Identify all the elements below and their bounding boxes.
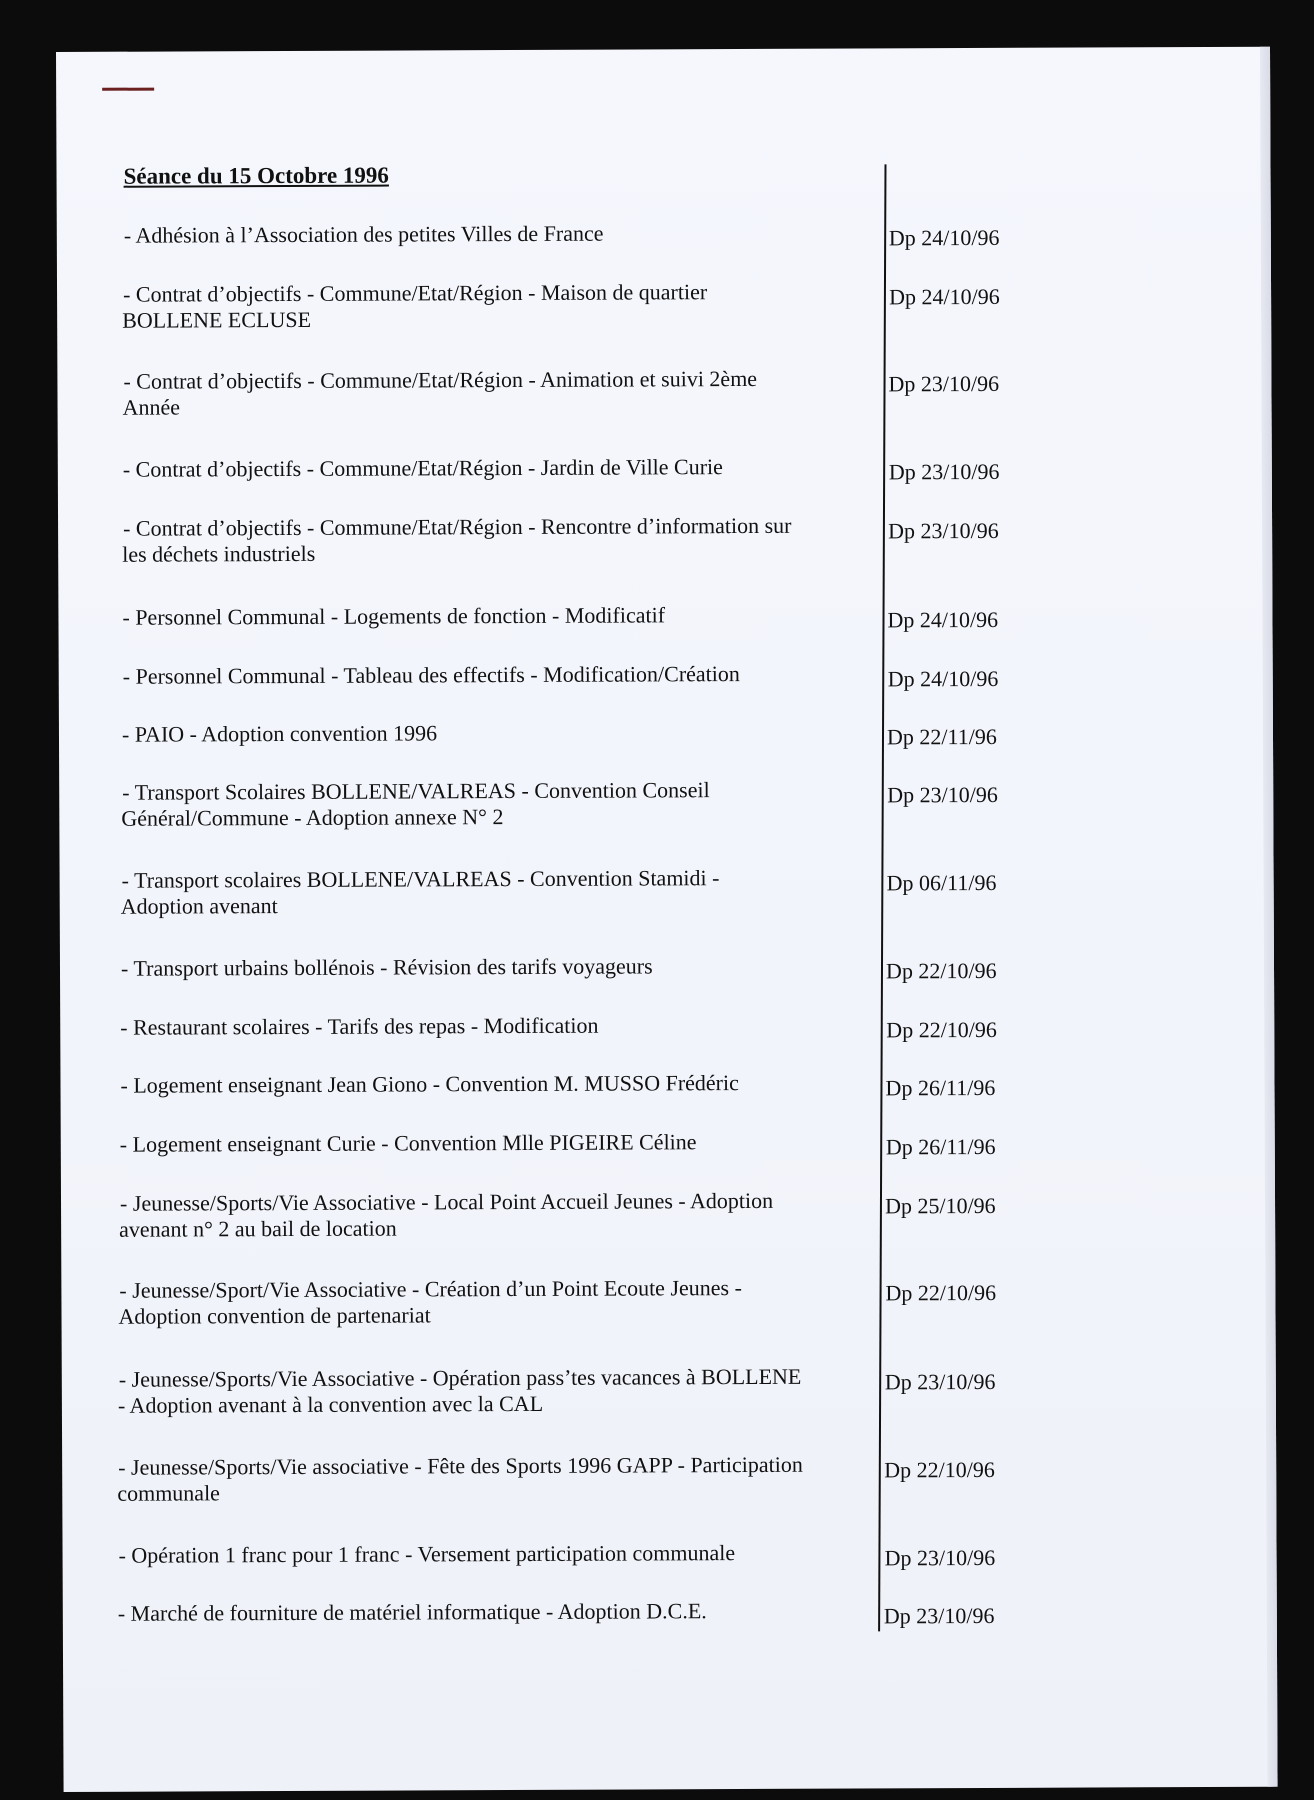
entry-text: - Logement enseignant Jean Giono - Convention M. MUSSO Frédéric: [120, 1070, 739, 1098]
page-title: Séance du 15 Octobre 1996: [123, 162, 389, 189]
list-item: [60, 951, 1274, 984]
entry-date: Dp 24/10/96: [889, 283, 1000, 310]
entry-date: Dp 22/10/96: [885, 957, 997, 984]
list-item: [59, 659, 1273, 692]
entry-date: Dp 24/10/96: [887, 606, 999, 633]
list-item: [62, 1362, 1276, 1418]
list-item: [57, 364, 1271, 420]
entry-date: Dp 23/10/96: [884, 1544, 996, 1571]
entry-date: Dp 25/10/96: [884, 1192, 996, 1219]
entry-text: - Transport Scolaires BOLLENE/VALREAS - Convention Conseil: [122, 777, 710, 805]
entry-text: - Marché de fourniture de matériel informatique - Adoption D.C.E.: [117, 1598, 707, 1626]
list-item: [61, 1186, 1275, 1242]
entry-date: Dp 24/10/96: [887, 665, 999, 692]
list-item: [58, 452, 1272, 485]
entry-date: Dp 22/10/96: [885, 1279, 997, 1306]
entry-text: Adoption convention de partenariat: [118, 1302, 431, 1329]
list-item: [59, 775, 1273, 831]
entry-text: - Jeunesse/Sports/Vie Associative - Opération pass’tes vacances à BOLLENE: [118, 1363, 802, 1392]
entry-date: Dp 22/11/96: [886, 723, 997, 750]
list-item: [58, 511, 1272, 567]
entry-date: Dp 23/10/96: [888, 517, 999, 544]
entry-text: - Contrat d’objectifs - Commune/Etat/Région - Rencontre d’information sur: [123, 512, 792, 541]
entry-text: Adoption avenant: [120, 893, 278, 919]
entry-text: - PAIO - Adoption convention 1996: [121, 720, 438, 747]
column-divider: [878, 164, 886, 1631]
entry-date: Dp 22/10/96: [884, 1456, 995, 1483]
list-item: [57, 277, 1271, 333]
entry-date: Dp 22/10/96: [886, 1016, 997, 1043]
list-item: [60, 1068, 1274, 1101]
entry-date: Dp 23/10/96: [884, 1368, 996, 1395]
list-item: [61, 1127, 1275, 1160]
list-item: [62, 1450, 1276, 1506]
entry-date: Dp 23/10/96: [883, 1602, 995, 1629]
entry-text: - Jeunesse/Sports/Vie Associative - Local Point Accueil Jeunes - Adoption: [119, 1187, 774, 1216]
entry-text: - Adoption avenant à la convention avec la CAL: [117, 1390, 544, 1418]
entry-text: - Transport urbains bollénois - Révision des tarifs voyageurs: [120, 953, 653, 981]
document-page: [56, 47, 1278, 1792]
entry-date: Dp 26/11/96: [885, 1074, 996, 1101]
entry-date: Dp 23/10/96: [888, 458, 1000, 485]
entry-date: Dp 23/10/96: [888, 370, 1000, 397]
entry-text: Année: [122, 394, 181, 420]
entry-text: - Opération 1 franc pour 1 franc - Versement participation communale: [118, 1540, 736, 1568]
entry-text: - Adhésion à l’Association des petites Villes de France: [123, 220, 604, 248]
entry-text: - Jeunesse/Sports/Vie associative - Fête des Sports 1996 GAPP - Participation: [118, 1451, 803, 1480]
paper-edge: [1260, 47, 1278, 1787]
entry-text: - Transport scolaires BOLLENE/VALREAS - Convention Stamidi -: [121, 865, 720, 893]
list-item: [63, 1538, 1277, 1571]
corner-mark: [102, 88, 154, 91]
entry-date: Dp 23/10/96: [887, 781, 998, 808]
list-item: [60, 1010, 1274, 1043]
entry-text: BOLLENE ECLUSE: [122, 306, 312, 333]
entry-date: Dp 26/11/96: [885, 1133, 996, 1160]
entry-text: - Logement enseignant Curie - Convention Mlle PIGEIRE Céline: [119, 1129, 697, 1157]
list-item: [57, 218, 1271, 251]
entry-text: - Personnel Communal - Logements de fonction - Modificatif: [122, 602, 666, 630]
entry-date: Dp 24/10/96: [888, 224, 1000, 251]
list-item: [63, 1596, 1277, 1629]
entry-text: - Jeunesse/Sport/Vie Associative - Création d’un Point Ecoute Jeunes -: [119, 1275, 742, 1303]
list-item: [59, 717, 1273, 750]
list-item: [60, 863, 1274, 919]
entry-text: - Contrat d’objectifs - Commune/Etat/Région - Jardin de Ville Curie: [122, 454, 723, 482]
list-item: [61, 1273, 1275, 1329]
entry-text: avenant n° 2 au bail de location: [119, 1215, 397, 1242]
entry-text: - Contrat d’objectifs - Commune/Etat/Région - Maison de quartier: [123, 279, 708, 307]
entry-text: les déchets industriels: [122, 540, 316, 567]
entry-text: communale: [117, 1480, 220, 1506]
entry-text: - Contrat d’objectifs - Commune/Etat/Région - Animation et suivi 2ème: [123, 365, 758, 394]
list-item: [58, 600, 1272, 633]
entry-text: Général/Commune - Adoption annexe N° 2: [121, 804, 504, 831]
entry-date: Dp 06/11/96: [886, 869, 997, 896]
entry-text: - Personnel Communal - Tableau des effectifs - Modification/Création: [122, 661, 740, 689]
entry-text: - Restaurant scolaires - Tarifs des repas - Modification: [120, 1012, 599, 1040]
